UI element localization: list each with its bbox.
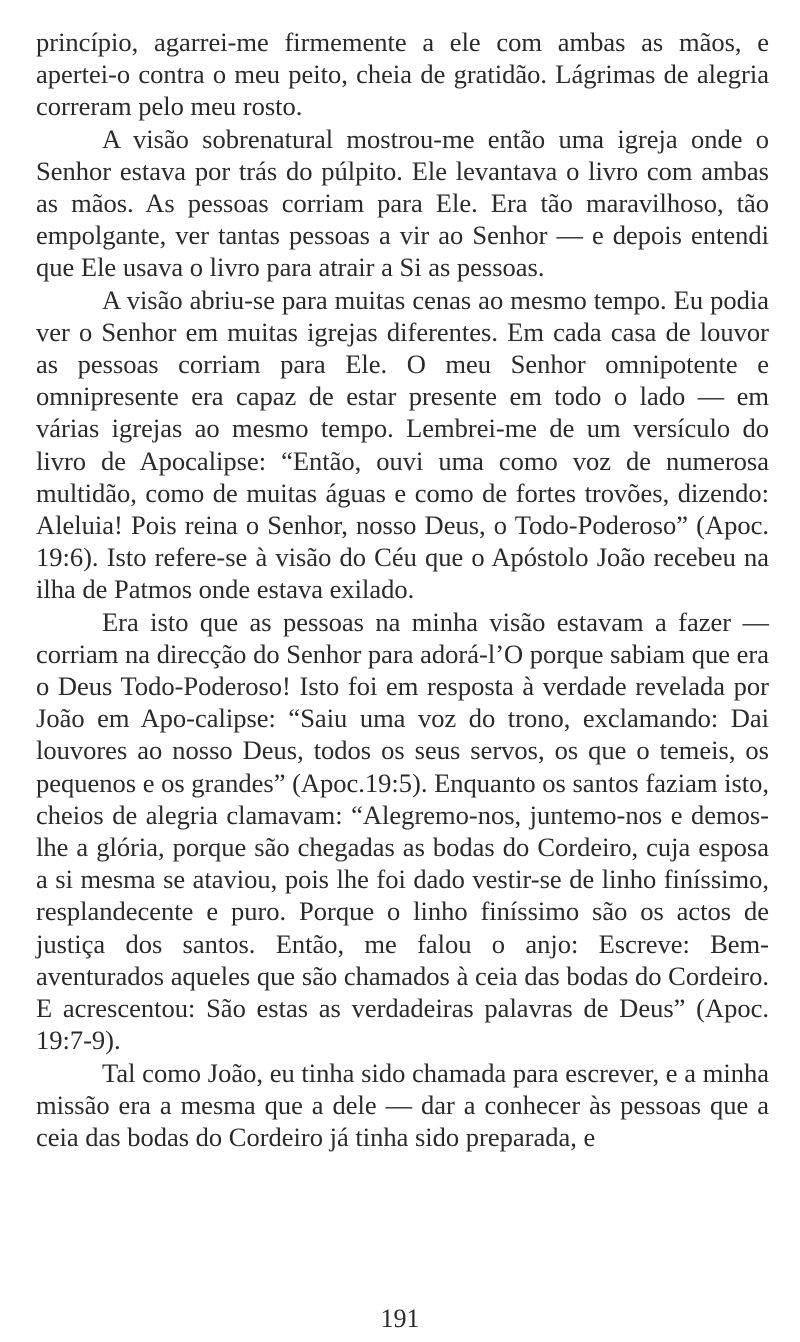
paragraph-3: A visão abriu-se para muitas cenas ao mesmo tempo. Eu podia ver o Senhor em muitas igrejas diferentes. Em cada casa de louvor as pessoas corriam para Ele. O meu Senhor omnipotente e omnipresente era capaz de estar presente em todo o lado — em várias igrejas ao mesmo tempo. Lembrei-me de um versículo do livro de Apocalipse: “Então, ouvi uma como voz de numerosa multidão, como de muitas águas e como de fortes trovões, dizendo: Aleluia! Pois reina o Senhor, nosso Deus, o Todo-Poderoso” (Apoc. 19:6). Isto refere-se à visão do Céu que o Apóstolo João recebeu na ilha de Patmos onde estava exilado. xyxy=(36,284,769,605)
paragraph-1: princípio, agarrei-me firmemente a ele com ambas as mãos, e apertei-o contra o meu peito, cheia de gratidão. Lágrimas de alegria correram pelo meu rosto. xyxy=(36,27,769,122)
page-body xyxy=(36,26,769,1153)
page-number: 191 xyxy=(380,1304,420,1333)
paragraph-5: Tal como João, eu tinha sido chamada para escrever, e a minha missão era a mesma que a dele — dar a conhecer às pessoas que a ceia das bodas do Cordeiro já tinha sido preparada, e xyxy=(36,1057,769,1152)
paragraph-2: A visão sobrenatural mostrou-me então uma igreja onde o Senhor estava por trás do púlpito. Ele levantava o livro com ambas as mãos. As pessoas corriam para Ele. Era tão maravilhoso, tão empolgante, ver tantas pessoas a vir ao Senhor — e depois entendi que Ele usava o livro para atrair a Si as pessoas. xyxy=(36,123,769,283)
paragraph-4: Era isto que as pessoas na minha visão estavam a fazer — corriam na direcção do Senhor para adorá-l’O porque sabiam que era o Deus Todo-Poderoso! Isto foi em resposta à verdade revelada por João em Apo-calipse: “Saiu uma voz do trono, exclamando: Dai louvores ao nosso Deus, todos os seus servos, os que o temeis, os pequenos e os grandes” (Apoc.19:5). Enquanto os santos faziam isto, cheios de alegria clamavam: “Alegremo-nos, juntemo-nos e demos-lhe a glória, porque são chegadas as bodas do Cordeiro, cuja esposa a si mesma se ataviou, pois lhe foi dado vestir-se de linho finíssimo, resplandecente e puro. Porque o linho finíssimo são os actos de justiça dos santos. Então, me falou o anjo: Escreve: Bem-aventurados aqueles que são chamados à ceia das bodas do Cordeiro. E acrescentou: São estas as verdadeiras palavras de Deus” (Apoc. 19:7-9). xyxy=(36,606,769,1056)
